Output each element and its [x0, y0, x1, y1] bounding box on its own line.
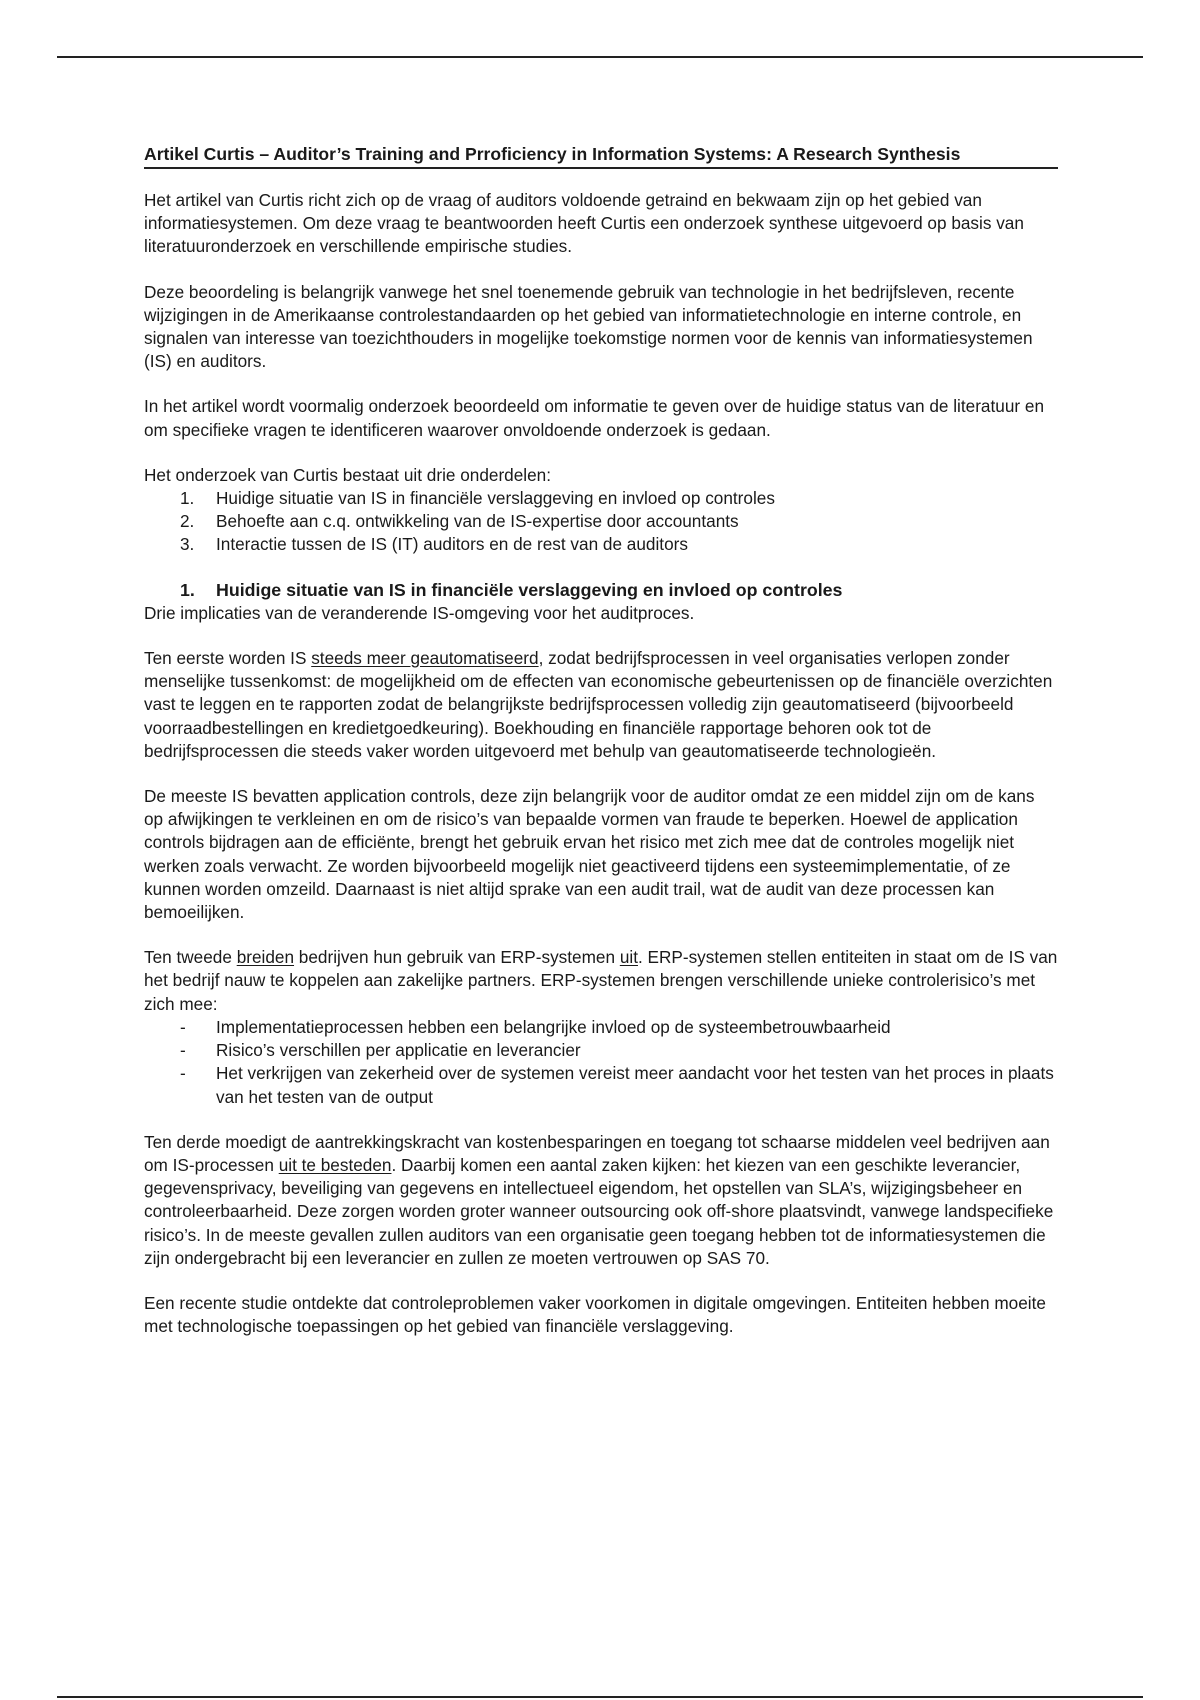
underlined-text: uit	[619, 947, 638, 968]
spacer	[144, 169, 1058, 189]
list-dash: -	[180, 1063, 186, 1084]
text-run: Ten derde moedigt de aantrekkingskracht van kostenbesparingen en toegang tot schaarse middelen veel bedrijven aan om IS-processen	[144, 1131, 1050, 1175]
list-item-text: Het verkrijgen van zekerheid over de systemen vereist meer aandacht voor het testen van het proces in plaats van het testen van de output	[216, 1063, 1054, 1107]
section-lead: Drie implicaties van de veranderende IS-omgeving voor het auditproces.	[144, 602, 695, 623]
section-number: 1.	[180, 579, 195, 600]
list-dash: -	[180, 1016, 186, 1037]
list-item-text: Interactie tussen de IS (IT) auditors en de rest van de auditors	[216, 534, 688, 555]
section-heading	[144, 579, 1058, 602]
text-run: bedrijven hun gebruik van ERP-systemen	[294, 947, 620, 968]
list-item	[144, 487, 1058, 510]
paragraph-outsourcing	[144, 1131, 1058, 1270]
paragraph-automation	[144, 647, 1058, 763]
list-item-text: Risico’s verschillen per applicatie en leverancier	[216, 1040, 581, 1061]
section-heading-text: Huidige situatie van IS in financiële verslaggeving en invloed op controles	[216, 579, 843, 600]
list-item-text: Implementatieprocessen hebben een belangrijke invloed op de systeembetrouwbaarheid	[216, 1016, 891, 1037]
document-body	[144, 143, 1058, 1338]
intro-paragraph-1: Het artikel van Curtis richt zich op de vraag of auditors voldoende getraind en bekwaam zijn op het gebied van informatiesystemen. Om deze vraag te beantwoorden heeft Curtis een onderzoek synthese uitgevoerd op basis van literatuuronderzoek en verschillende empirische studies.	[144, 190, 1024, 257]
list-item	[144, 1016, 1058, 1039]
erp-risk-list	[144, 1016, 1058, 1109]
intro-paragraph-2: Deze beoordeling is belangrijk vanwege het snel toenemende gebruik van technologie in het bedrijfsleven, recente wijzigingen in de Amerikaanse controlestandaarden op het gebied van informatietechnologie en interne controle, en signalen van interesse van toezichthouders in mogelijke toekomstige normen voor de kennis van informatiesystemen (IS) en auditors.	[144, 281, 1033, 372]
list-number: 3.	[180, 534, 195, 555]
section-heading-list	[144, 579, 1058, 602]
underlined-text: uit te besteden	[278, 1154, 392, 1175]
intro-paragraph-3: In het artikel wordt voormalig onderzoek beoordeeld om informatie te geven over de huidige status van de literatuur en om specifieke vragen te identificeren waarover onvoldoende onderzoek is gedaan.	[144, 396, 1045, 440]
parts-list	[144, 487, 1058, 557]
underlined-text: breiden	[236, 947, 295, 968]
list-item	[144, 533, 1058, 556]
text-run: . Daarbij komen een aantal zaken kijken: het kiezen van een geschikte leverancier, gegevensprivacy, beveiliging van gegevens en intellectueel eigendom, het opstellen van SLA’s, wijzigingsbeheer en controleerbaarheid. Deze zorgen worden groter wanneer outsourcing ook off-shore plaatsvindt, vanwege landspecifieke risico’s. In de meeste gevallen zullen auditors van een organisatie geen toegang hebben tot de informatiesystemen die zijn ondergebracht bij een leverancier en zullen ze moeten vertrouwen op SAS 70.	[144, 1154, 1054, 1268]
paragraph-erp	[144, 946, 1058, 1016]
bottom-rule	[57, 1696, 1143, 1698]
top-rule	[57, 56, 1143, 58]
list-item-text: Behoefte aan c.q. ontwikkeling van de IS-expertise door accountants	[216, 511, 739, 532]
list-item	[144, 510, 1058, 533]
text-run: , zodat bedrijfsprocessen in veel organisaties verlopen zonder menselijke tussenkomst: de mogelijkheid om de effecten van economische gebeurtenissen op de financiële overzichten vast te leggen en te rapporten zodat de belangrijkste bedrijfsprocessen volledig zijn geautomatiseerd (bijvoorbeeld voorraadbestellingen en kredietgoedkeuring). Boekhouding en financiële rapportage behoren ook tot de bedrijfsprocessen die steeds vaker worden uitgevoerd met behulp van geautomatiseerde technologieën.	[144, 648, 1053, 761]
text-run: Ten eerste worden IS	[144, 648, 312, 669]
document-title: Artikel Curtis – Auditor’s Training and Prroficiency in Information Systems: A Research Synthesis	[144, 143, 1058, 169]
underlined-text: steeds meer geautomatiseerd	[311, 648, 539, 669]
text-run: . ERP-systemen stellen entiteiten in staat om de IS van het bedrijf nauw te koppelen aan zakelijke partners. ERP-systemen brengen verschillende unieke controlerisico’s met zich mee:	[144, 947, 1058, 1014]
list-item-text: Huidige situatie van IS in financiële verslaggeving en invloed op controles	[216, 488, 775, 509]
list-number: 2.	[180, 511, 195, 532]
list-dash: -	[180, 1040, 186, 1061]
paragraph-application-controls: De meeste IS bevatten application controls, deze zijn belangrijk voor de auditor omdat ze een middel zijn om de kans op afwijkingen te verkleinen en om de risico’s van bepaalde vormen van fraude te beperken. Hoewel de application controls bijdragen aan de efficiënte, brengt het gebruik ervan het risico met zich mee dat de controles mogelijk niet werken zoals verwacht. Ze worden bijvoorbeeld mogelijk niet geactiveerd tijdens een systeemimplementatie, of ze kunnen worden omzeild. Daarnaast is niet altijd sprake van een audit trail, wat de audit van deze processen kan bemoeilijken.	[144, 786, 1035, 923]
paragraph-recent-study: Een recente studie ontdekte dat controleproblemen vaker voorkomen in digitale omgevingen. Entiteiten hebben moeite met technologische toepassingen op het gebied van financiële verslaggeving.	[144, 1292, 1046, 1337]
list-number: 1.	[180, 488, 195, 509]
text-run: Ten tweede	[144, 947, 237, 968]
parts-intro: Het onderzoek van Curtis bestaat uit drie onderdelen:	[144, 464, 552, 485]
list-item	[144, 1062, 1058, 1108]
list-item	[144, 1039, 1058, 1062]
